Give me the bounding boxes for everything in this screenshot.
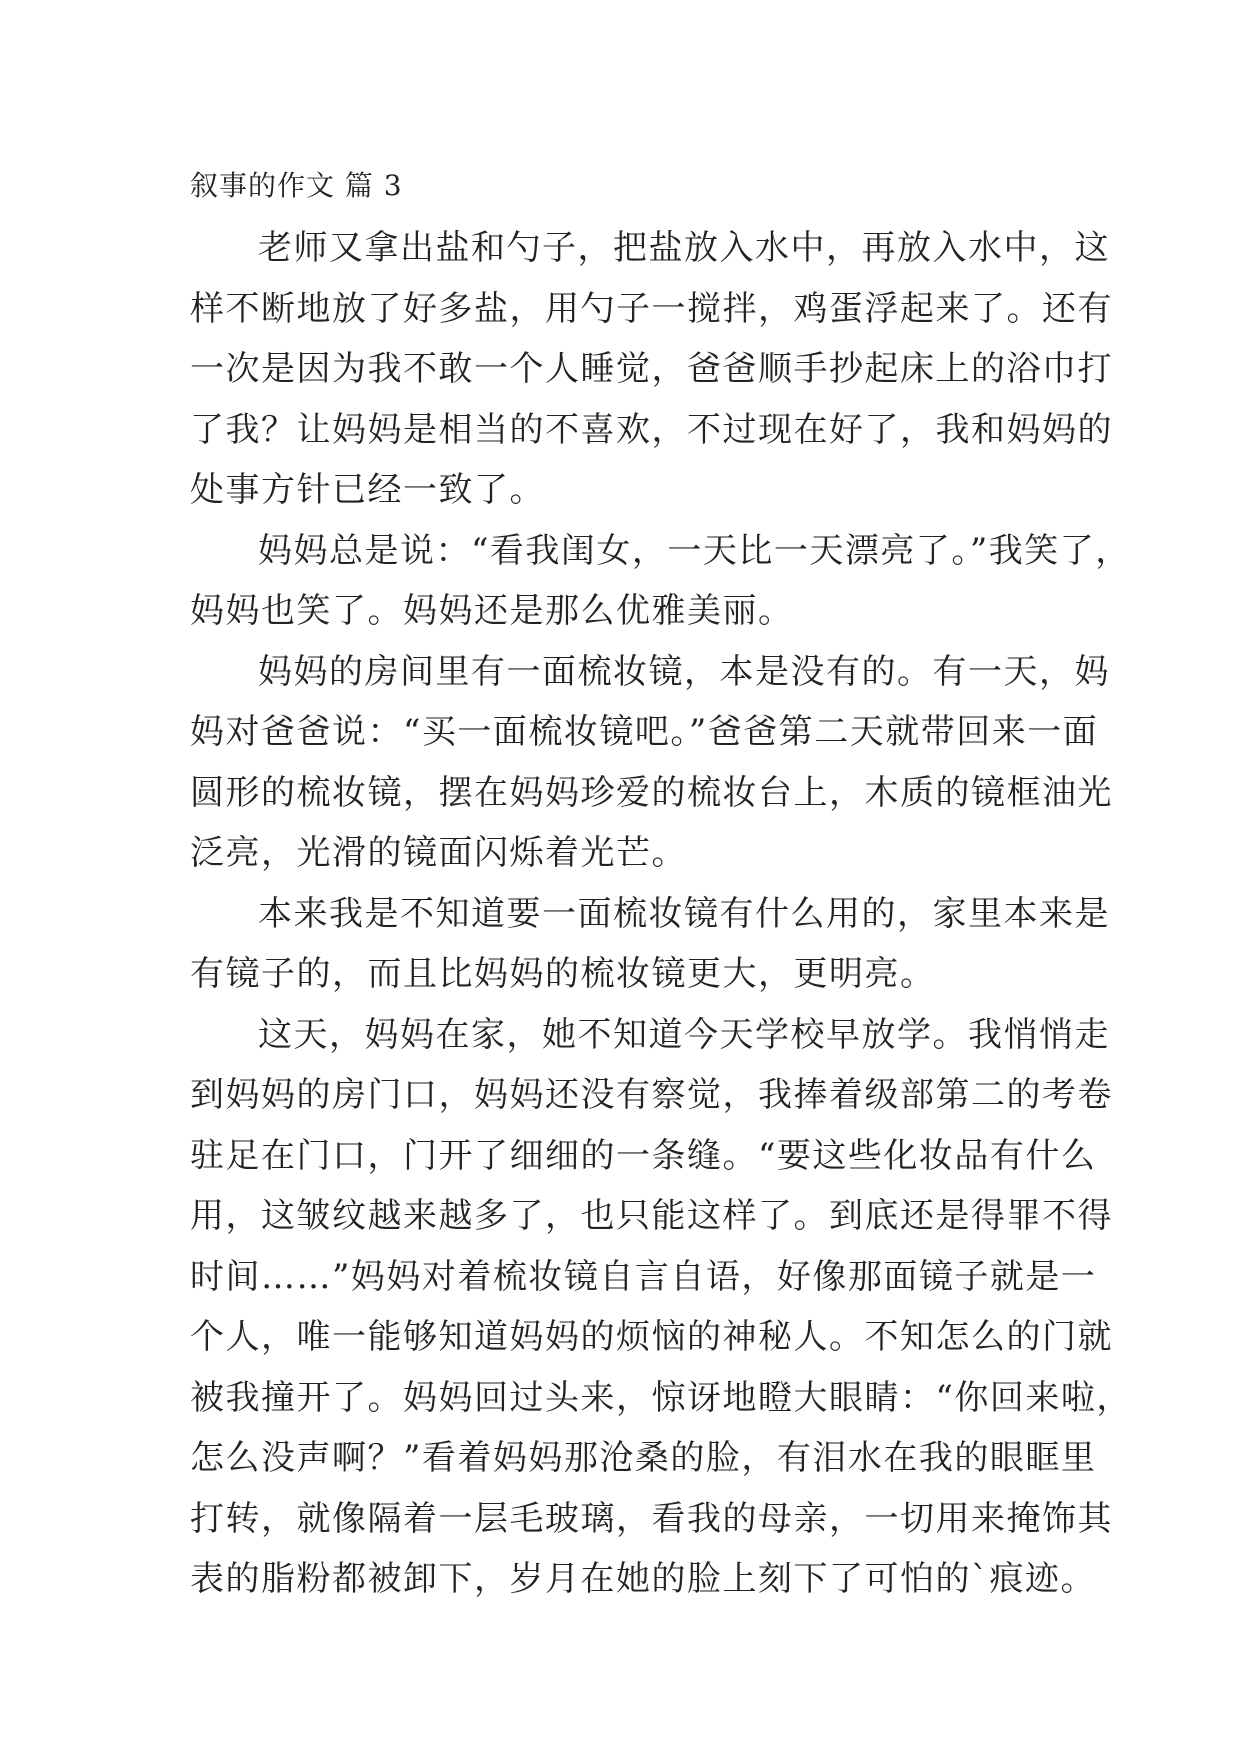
paragraph-line: 被我撞开了。妈妈回过头来，惊讶地瞪大眼睛：“你回来啦， <box>190 1377 1132 1418</box>
paragraph-line: 圆形的梳妆镜，摆在妈妈珍爱的梳妆台上，木质的镜框油光 <box>190 772 1113 813</box>
paragraph-line: 处事方针已经一致了。 <box>190 470 545 510</box>
paragraph-line: 打转，就像隔着一层毛玻璃，看我的母亲，一切用来掩饰其 <box>190 1498 1113 1539</box>
paragraph-line: 用，这皱纹越来越多了，也只能这样了。到底还是得罪不得 <box>190 1196 1113 1236</box>
paragraph-line: 表的脂粉都被卸下，岁月在她的脸上刻下了可怕的`痕迹。 <box>190 1559 1096 1599</box>
paragraph-line: 一次是因为我不敢一个人睡觉，爸爸顺手抄起床上的浴巾打 <box>190 349 1113 389</box>
paragraph-line: 妈妈也笑了。妈妈还是那么优雅美丽。 <box>190 591 794 631</box>
paragraph-line: 时间……”妈妈对着梳妆镜自言自语，好像那面镜子就是一 <box>190 1256 1097 1297</box>
paragraph-line: 样不断地放了好多盐，用勺子一搅拌，鸡蛋浮起来了。还有 <box>190 288 1113 329</box>
paragraph-line: 本来我是不知道要一面梳妆镜有什么用的，家里本来是 <box>258 893 1110 934</box>
paragraph-line: 泛亮，光滑的镜面闪烁着光芒。 <box>190 833 687 873</box>
paragraph-line: 老师又拿出盐和勺子，把盐放入水中，再放入水中，这 <box>258 228 1110 268</box>
paragraph-line: 驻足在门口，门开了细细的一条缝。“要这些化妆品有什么 <box>190 1135 1097 1176</box>
paragraph-line: 这天，妈妈在家，她不知道今天学校早放学。我悄悄走 <box>258 1014 1110 1055</box>
document-title: 叙事的作文 篇 3 <box>190 169 403 202</box>
paragraph-line: 妈妈的房间里有一面梳妆镜，本是没有的。有一天，妈 <box>258 651 1110 692</box>
paragraph-line: 有镜子的，而且比妈妈的梳妆镜更大，更明亮。 <box>190 954 936 994</box>
paragraph-line: 个人，唯一能够知道妈妈的烦恼的神秘人。不知怎么的门就 <box>190 1317 1113 1357</box>
body-text <box>190 218 1132 1610</box>
paragraph-line: 到妈妈的房门口，妈妈还没有察觉，我捧着级部第二的考卷 <box>190 1075 1113 1115</box>
paragraph-line: 妈对爸爸说：“买一面梳妆镜吧。”爸爸第二天就带回来一面 <box>190 712 1099 752</box>
paragraph-line: 怎么没声啊？”看着妈妈那沧桑的脸，有泪水在我的眼眶里 <box>190 1438 1097 1478</box>
paragraph-line: 了我？让妈妈是相当的不喜欢，不过现在好了，我和妈妈的 <box>190 409 1113 450</box>
paragraph-line: 妈妈总是说：“看我闺女，一天比一天漂亮了。”我笑了， <box>258 530 1131 571</box>
